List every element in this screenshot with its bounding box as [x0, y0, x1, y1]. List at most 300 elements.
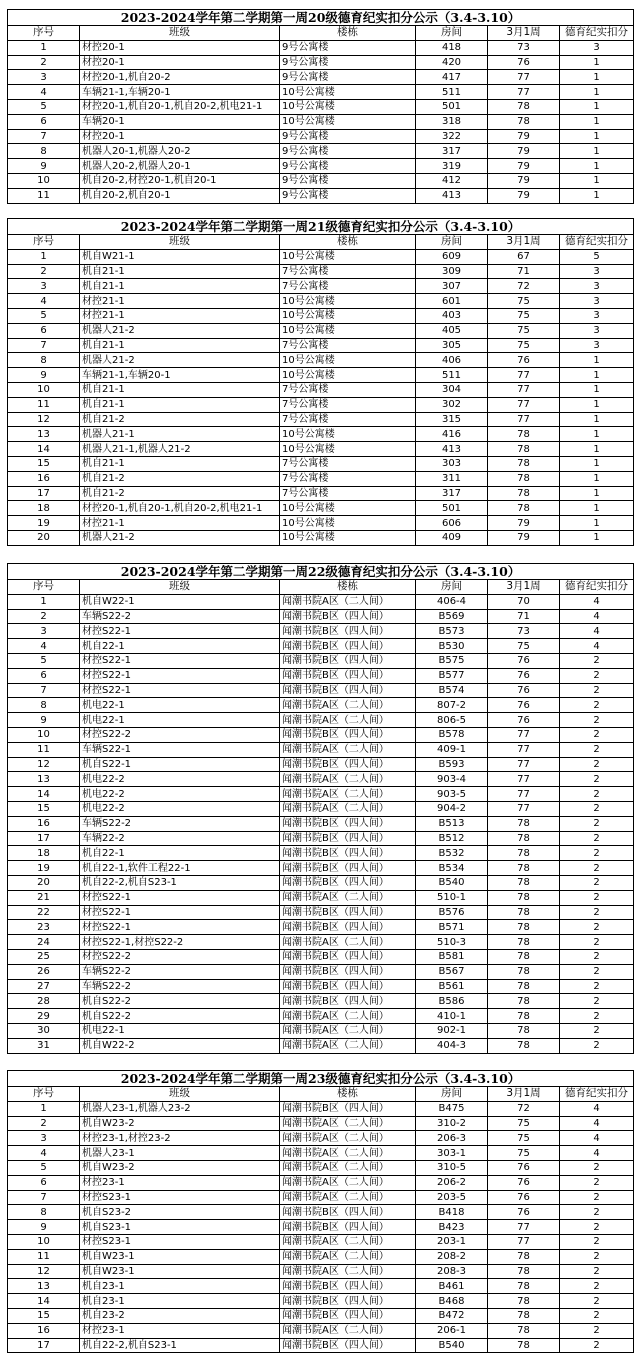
cell-room: 307: [416, 279, 488, 294]
cell-room: 206-1: [416, 1323, 488, 1338]
cell-room: B423: [416, 1220, 488, 1235]
cell-room: B586: [416, 994, 488, 1009]
cell-deduction: 1: [560, 85, 634, 100]
cell-room: B540: [416, 1338, 488, 1353]
table-row: [8, 308, 634, 323]
table-row: [8, 99, 634, 114]
cell-building: 10号公寓楼: [280, 368, 416, 383]
table-row: [8, 1160, 634, 1175]
cell-week-score: 78: [488, 949, 560, 964]
cell-building: 闻潮书院B区（四人间）: [280, 994, 416, 1009]
cell-row-index: 12: [8, 412, 80, 427]
cell-class-name: 车辆21-1,车辆20-1: [80, 85, 280, 100]
cell-class-name: 机自S23-2: [80, 1205, 280, 1220]
cell-room: 403: [416, 308, 488, 323]
cell-building: 9号公寓楼: [280, 159, 416, 174]
cell-building: 9号公寓楼: [280, 40, 416, 55]
cell-room: B578: [416, 727, 488, 742]
cell-class-name: 机自20-2,机自20-1: [80, 188, 280, 203]
cell-room: 601: [416, 294, 488, 309]
column-header-room: 房间: [416, 235, 488, 250]
cell-class-name: 车辆21-1,车辆20-1: [80, 368, 280, 383]
column-header-week-score: 3月1周: [488, 580, 560, 595]
cell-room: 417: [416, 70, 488, 85]
cell-week-score: 75: [488, 323, 560, 338]
cell-building: 闻潮书院A区（二人间）: [280, 698, 416, 713]
cell-row-index: 25: [8, 949, 80, 964]
cell-room: 305: [416, 338, 488, 353]
cell-class-name: 机器人21-1,机器人21-2: [80, 442, 280, 457]
cell-row-index: 18: [8, 501, 80, 516]
cell-class-name: 机自W23-2: [80, 1116, 280, 1131]
cell-row-index: 10: [8, 173, 80, 188]
cell-class-name: 材控20-1: [80, 129, 280, 144]
cell-week-score: 75: [488, 308, 560, 323]
cell-deduction: 2: [560, 1205, 634, 1220]
cell-class-name: 机自21-1: [80, 456, 280, 471]
cell-building: 闻潮书院B区（四人间）: [280, 1338, 416, 1353]
cell-room: 208-3: [416, 1264, 488, 1279]
table-row: [8, 742, 634, 757]
cell-week-score: 78: [488, 905, 560, 920]
cell-deduction: 1: [560, 159, 634, 174]
cell-row-index: 5: [8, 1160, 80, 1175]
cell-row-index: 14: [8, 1294, 80, 1309]
cell-row-index: 18: [8, 846, 80, 861]
cell-deduction: 2: [560, 1009, 634, 1024]
cell-row-index: 19: [8, 516, 80, 531]
cell-room: 315: [416, 412, 488, 427]
cell-class-name: 车辆22-2: [80, 831, 280, 846]
cell-deduction: 1: [560, 188, 634, 203]
cell-row-index: 16: [8, 816, 80, 831]
cell-row-index: 20: [8, 875, 80, 890]
cell-room: B532: [416, 846, 488, 861]
cell-row-index: 2: [8, 55, 80, 70]
cell-row-index: 10: [8, 727, 80, 742]
cell-class-name: 机自W22-1: [80, 594, 280, 609]
cell-building: 10号公寓楼: [280, 442, 416, 457]
cell-deduction: 2: [560, 772, 634, 787]
table-row: [8, 40, 634, 55]
cell-deduction: 2: [560, 787, 634, 802]
table-row: [8, 264, 634, 279]
table-row: [8, 979, 634, 994]
column-header-building: 楼栋: [280, 235, 416, 250]
cell-week-score: 77: [488, 801, 560, 816]
table-row: [8, 727, 634, 742]
cell-deduction: 2: [560, 801, 634, 816]
cell-week-score: 71: [488, 609, 560, 624]
cell-week-score: 79: [488, 530, 560, 545]
table-row: [8, 1190, 634, 1205]
table-row: [8, 698, 634, 713]
table-row: [8, 1249, 634, 1264]
cell-room: B567: [416, 964, 488, 979]
cell-room: B569: [416, 609, 488, 624]
cell-building: 闻潮书院A区（二人间）: [280, 1116, 416, 1131]
cell-room: 412: [416, 173, 488, 188]
cell-room: 404-3: [416, 1038, 488, 1053]
cell-week-score: 77: [488, 368, 560, 383]
cell-deduction: 2: [560, 1338, 634, 1353]
cell-class-name: 材控S22-1: [80, 683, 280, 698]
cell-week-score: 73: [488, 624, 560, 639]
cell-week-score: 78: [488, 99, 560, 114]
cell-week-score: 78: [488, 920, 560, 935]
cell-row-index: 19: [8, 861, 80, 876]
cell-week-score: 78: [488, 427, 560, 442]
cell-deduction: 1: [560, 397, 634, 412]
cell-week-score: 78: [488, 501, 560, 516]
cell-deduction: 1: [560, 516, 634, 531]
cell-deduction: 2: [560, 727, 634, 742]
cell-week-score: 79: [488, 516, 560, 531]
cell-row-index: 27: [8, 979, 80, 994]
cell-row-index: 9: [8, 713, 80, 728]
cell-deduction: 4: [560, 1116, 634, 1131]
cell-class-name: 车辆S22-2: [80, 979, 280, 994]
cell-deduction: 4: [560, 1101, 634, 1116]
grade21-table-block: [7, 218, 633, 546]
cell-class-name: 机自22-2,机自S23-1: [80, 875, 280, 890]
cell-class-name: 机自23-1: [80, 1279, 280, 1294]
table-row: [8, 890, 634, 905]
cell-building: 闻潮书院B区（四人间）: [280, 846, 416, 861]
cell-deduction: 1: [560, 412, 634, 427]
cell-deduction: 2: [560, 861, 634, 876]
cell-deduction: 2: [560, 949, 634, 964]
cell-week-score: 72: [488, 1101, 560, 1116]
cell-room: 304: [416, 382, 488, 397]
cell-deduction: 2: [560, 1294, 634, 1309]
cell-class-name: 材控20-1: [80, 40, 280, 55]
cell-week-score: 77: [488, 772, 560, 787]
grade20-table: [7, 9, 634, 204]
column-header-deduction: 德育纪实扣分: [560, 580, 634, 595]
cell-building: 10号公寓楼: [280, 294, 416, 309]
cell-row-index: 15: [8, 801, 80, 816]
cell-week-score: 79: [488, 144, 560, 159]
table-row: [8, 1294, 634, 1309]
grade23-table-block: [7, 1070, 633, 1353]
cell-room: 309: [416, 264, 488, 279]
table-row: [8, 501, 634, 516]
column-header-row-index: 序号: [8, 580, 80, 595]
table-row: [8, 471, 634, 486]
table-row: [8, 831, 634, 846]
cell-class-name: 机器人21-2: [80, 353, 280, 368]
table-row: [8, 639, 634, 654]
cell-row-index: 11: [8, 188, 80, 203]
table-row: [8, 442, 634, 457]
table-row: [8, 397, 634, 412]
cell-building: 闻潮书院A区（二人间）: [280, 713, 416, 728]
cell-room: 413: [416, 442, 488, 457]
cell-row-index: 7: [8, 338, 80, 353]
cell-row-index: 3: [8, 70, 80, 85]
cell-class-name: 材控20-1,机自20-1,机自20-2,机电21-1: [80, 501, 280, 516]
cell-building: 闻潮书院B区（四人间）: [280, 757, 416, 772]
grade22-table-block: [7, 563, 633, 1054]
cell-class-name: 材控S23-1: [80, 1234, 280, 1249]
cell-week-score: 77: [488, 787, 560, 802]
cell-deduction: 2: [560, 713, 634, 728]
cell-building: 闻潮书院A区（二人间）: [280, 772, 416, 787]
table-row: [8, 382, 634, 397]
table-row: [8, 249, 634, 264]
cell-week-score: 78: [488, 442, 560, 457]
table-row: [8, 949, 634, 964]
cell-room: 406: [416, 353, 488, 368]
cell-class-name: 材控23-1,材控23-2: [80, 1131, 280, 1146]
table-row: [8, 935, 634, 950]
cell-deduction: 1: [560, 114, 634, 129]
cell-class-name: 车辆S22-2: [80, 964, 280, 979]
cell-row-index: 3: [8, 1131, 80, 1146]
column-header-class-name: 班级: [80, 580, 280, 595]
table-row: [8, 1175, 634, 1190]
cell-week-score: 77: [488, 1234, 560, 1249]
cell-deduction: 2: [560, 905, 634, 920]
cell-week-score: 75: [488, 1131, 560, 1146]
cell-week-score: 77: [488, 742, 560, 757]
cell-class-name: 机自S22-2: [80, 1009, 280, 1024]
table-row: [8, 55, 634, 70]
cell-room: B575: [416, 653, 488, 668]
cell-deduction: 2: [560, 668, 634, 683]
cell-week-score: 78: [488, 935, 560, 950]
cell-week-score: 78: [488, 831, 560, 846]
table-row: [8, 1009, 634, 1024]
cell-week-score: 78: [488, 1264, 560, 1279]
table-row: [8, 129, 634, 144]
cell-room: 902-1: [416, 1023, 488, 1038]
cell-week-score: 70: [488, 594, 560, 609]
cell-building: 10号公寓楼: [280, 249, 416, 264]
cell-room: B418: [416, 1205, 488, 1220]
cell-deduction: 2: [560, 994, 634, 1009]
cell-deduction: 1: [560, 486, 634, 501]
cell-building: 10号公寓楼: [280, 85, 416, 100]
cell-row-index: 10: [8, 1234, 80, 1249]
cell-week-score: 76: [488, 653, 560, 668]
cell-row-index: 12: [8, 1264, 80, 1279]
table-row: [8, 801, 634, 816]
cell-class-name: 机自23-1: [80, 1294, 280, 1309]
table-row: [8, 846, 634, 861]
table-row: [8, 114, 634, 129]
cell-week-score: 75: [488, 1116, 560, 1131]
cell-room: 303-1: [416, 1146, 488, 1161]
cell-building: 闻潮书院B区（四人间）: [280, 609, 416, 624]
cell-class-name: 材控21-1: [80, 516, 280, 531]
cell-row-index: 15: [8, 1308, 80, 1323]
cell-deduction: 1: [560, 427, 634, 442]
cell-row-index: 17: [8, 1338, 80, 1353]
cell-building: 闻潮书院B区（四人间）: [280, 949, 416, 964]
cell-building: 闻潮书院A区（二人间）: [280, 1234, 416, 1249]
cell-class-name: 机自23-2: [80, 1308, 280, 1323]
cell-week-score: 76: [488, 698, 560, 713]
cell-room: B534: [416, 861, 488, 876]
cell-building: 闻潮书院B区（四人间）: [280, 861, 416, 876]
table-row: [8, 1234, 634, 1249]
cell-week-score: 77: [488, 397, 560, 412]
cell-building: 10号公寓楼: [280, 501, 416, 516]
cell-week-score: 77: [488, 1220, 560, 1235]
cell-week-score: 76: [488, 713, 560, 728]
cell-class-name: 材控23-1: [80, 1175, 280, 1190]
cell-deduction: 2: [560, 1249, 634, 1264]
cell-class-name: 机自W23-2: [80, 1160, 280, 1175]
table-row: [8, 1038, 634, 1053]
cell-building: 9号公寓楼: [280, 55, 416, 70]
cell-week-score: 76: [488, 55, 560, 70]
cell-room: B574: [416, 683, 488, 698]
cell-week-score: 77: [488, 85, 560, 100]
cell-room: 303: [416, 456, 488, 471]
cell-week-score: 73: [488, 40, 560, 55]
table-row: [8, 653, 634, 668]
cell-row-index: 20: [8, 530, 80, 545]
cell-building: 10号公寓楼: [280, 114, 416, 129]
column-header-building: 楼栋: [280, 1087, 416, 1102]
cell-class-name: 机器人20-2,机器人20-1: [80, 159, 280, 174]
cell-room: B475: [416, 1101, 488, 1116]
cell-deduction: 2: [560, 698, 634, 713]
cell-deduction: 2: [560, 935, 634, 950]
cell-week-score: 76: [488, 1190, 560, 1205]
grade20-table-block: [7, 9, 633, 204]
column-header-class-name: 班级: [80, 1087, 280, 1102]
cell-room: 806-5: [416, 713, 488, 728]
cell-room: 410-1: [416, 1009, 488, 1024]
cell-week-score: 75: [488, 639, 560, 654]
cell-building: 9号公寓楼: [280, 70, 416, 85]
cell-row-index: 6: [8, 668, 80, 683]
cell-room: 418: [416, 40, 488, 55]
table-row: [8, 757, 634, 772]
table-title: 2023-2024学年第二学期第一周23级德育纪实扣分公示（3.4-3.10）: [8, 1071, 634, 1087]
cell-class-name: 材控S22-2: [80, 727, 280, 742]
cell-class-name: 材控S23-1: [80, 1190, 280, 1205]
cell-class-name: 机自22-1: [80, 846, 280, 861]
table-row: [8, 1131, 634, 1146]
cell-class-name: 机器人23-1,机器人23-2: [80, 1101, 280, 1116]
cell-row-index: 5: [8, 653, 80, 668]
cell-week-score: 78: [488, 875, 560, 890]
cell-room: 406-4: [416, 594, 488, 609]
cell-deduction: 3: [560, 279, 634, 294]
cell-building: 7号公寓楼: [280, 471, 416, 486]
cell-class-name: 机自W23-1: [80, 1264, 280, 1279]
column-header-week-score: 3月1周: [488, 235, 560, 250]
cell-class-name: 机自21-1: [80, 397, 280, 412]
cell-class-name: 材控20-1: [80, 55, 280, 70]
cell-building: 10号公寓楼: [280, 530, 416, 545]
table-row: [8, 338, 634, 353]
cell-class-name: 材控20-1,机自20-1,机自20-2,机电21-1: [80, 99, 280, 114]
column-header-class-name: 班级: [80, 26, 280, 41]
cell-row-index: 3: [8, 279, 80, 294]
cell-row-index: 13: [8, 1279, 80, 1294]
cell-deduction: 2: [560, 1234, 634, 1249]
table-row: [8, 1279, 634, 1294]
cell-building: 闻潮书院A区（二人间）: [280, 1038, 416, 1053]
table-row: [8, 1220, 634, 1235]
cell-deduction: 1: [560, 471, 634, 486]
cell-building: 闻潮书院B区（四人间）: [280, 668, 416, 683]
cell-room: 510-1: [416, 890, 488, 905]
column-header-row-index: 序号: [8, 26, 80, 41]
cell-class-name: 车辆S22-2: [80, 609, 280, 624]
cell-class-name: 材控S22-1,材控S22-2: [80, 935, 280, 950]
cell-week-score: 78: [488, 1308, 560, 1323]
cell-class-name: 机电22-2: [80, 787, 280, 802]
cell-class-name: 材控S22-1: [80, 890, 280, 905]
cell-class-name: 机电22-1: [80, 698, 280, 713]
cell-building: 闻潮书院B区（四人间）: [280, 831, 416, 846]
cell-class-name: 机自S22-2: [80, 994, 280, 1009]
cell-row-index: 4: [8, 1146, 80, 1161]
table-row: [8, 609, 634, 624]
cell-row-index: 6: [8, 114, 80, 129]
cell-row-index: 7: [8, 129, 80, 144]
cell-deduction: 1: [560, 530, 634, 545]
cell-class-name: 机电22-2: [80, 772, 280, 787]
cell-week-score: 76: [488, 683, 560, 698]
cell-room: 310-2: [416, 1116, 488, 1131]
cell-deduction: 2: [560, 831, 634, 846]
cell-row-index: 23: [8, 920, 80, 935]
cell-class-name: 材控S22-1: [80, 920, 280, 935]
cell-week-score: 72: [488, 279, 560, 294]
cell-week-score: 78: [488, 846, 560, 861]
cell-deduction: 2: [560, 1038, 634, 1053]
cell-week-score: 78: [488, 1338, 560, 1353]
cell-row-index: 26: [8, 964, 80, 979]
cell-class-name: 机器人21-2: [80, 530, 280, 545]
cell-class-name: 机器人21-1: [80, 427, 280, 442]
column-header-room: 房间: [416, 580, 488, 595]
cell-week-score: 77: [488, 70, 560, 85]
column-header-deduction: 德育纪实扣分: [560, 235, 634, 250]
cell-row-index: 8: [8, 144, 80, 159]
cell-week-score: 78: [488, 1294, 560, 1309]
cell-building: 闻潮书院A区（二人间）: [280, 1009, 416, 1024]
cell-building: 10号公寓楼: [280, 427, 416, 442]
cell-row-index: 24: [8, 935, 80, 950]
cell-row-index: 9: [8, 159, 80, 174]
cell-week-score: 78: [488, 1249, 560, 1264]
cell-row-index: 17: [8, 486, 80, 501]
cell-deduction: 3: [560, 323, 634, 338]
cell-week-score: 78: [488, 1279, 560, 1294]
cell-deduction: 1: [560, 144, 634, 159]
cell-building: 闻潮书院B区（四人间）: [280, 1279, 416, 1294]
cell-room: 903-4: [416, 772, 488, 787]
cell-building: 9号公寓楼: [280, 188, 416, 203]
cell-room: 903-5: [416, 787, 488, 802]
cell-room: B530: [416, 639, 488, 654]
cell-row-index: 2: [8, 264, 80, 279]
cell-class-name: 机自22-1,软件工程22-1: [80, 861, 280, 876]
cell-deduction: 4: [560, 609, 634, 624]
cell-week-score: 78: [488, 114, 560, 129]
table-row: [8, 683, 634, 698]
cell-building: 闻潮书院B区（四人间）: [280, 905, 416, 920]
